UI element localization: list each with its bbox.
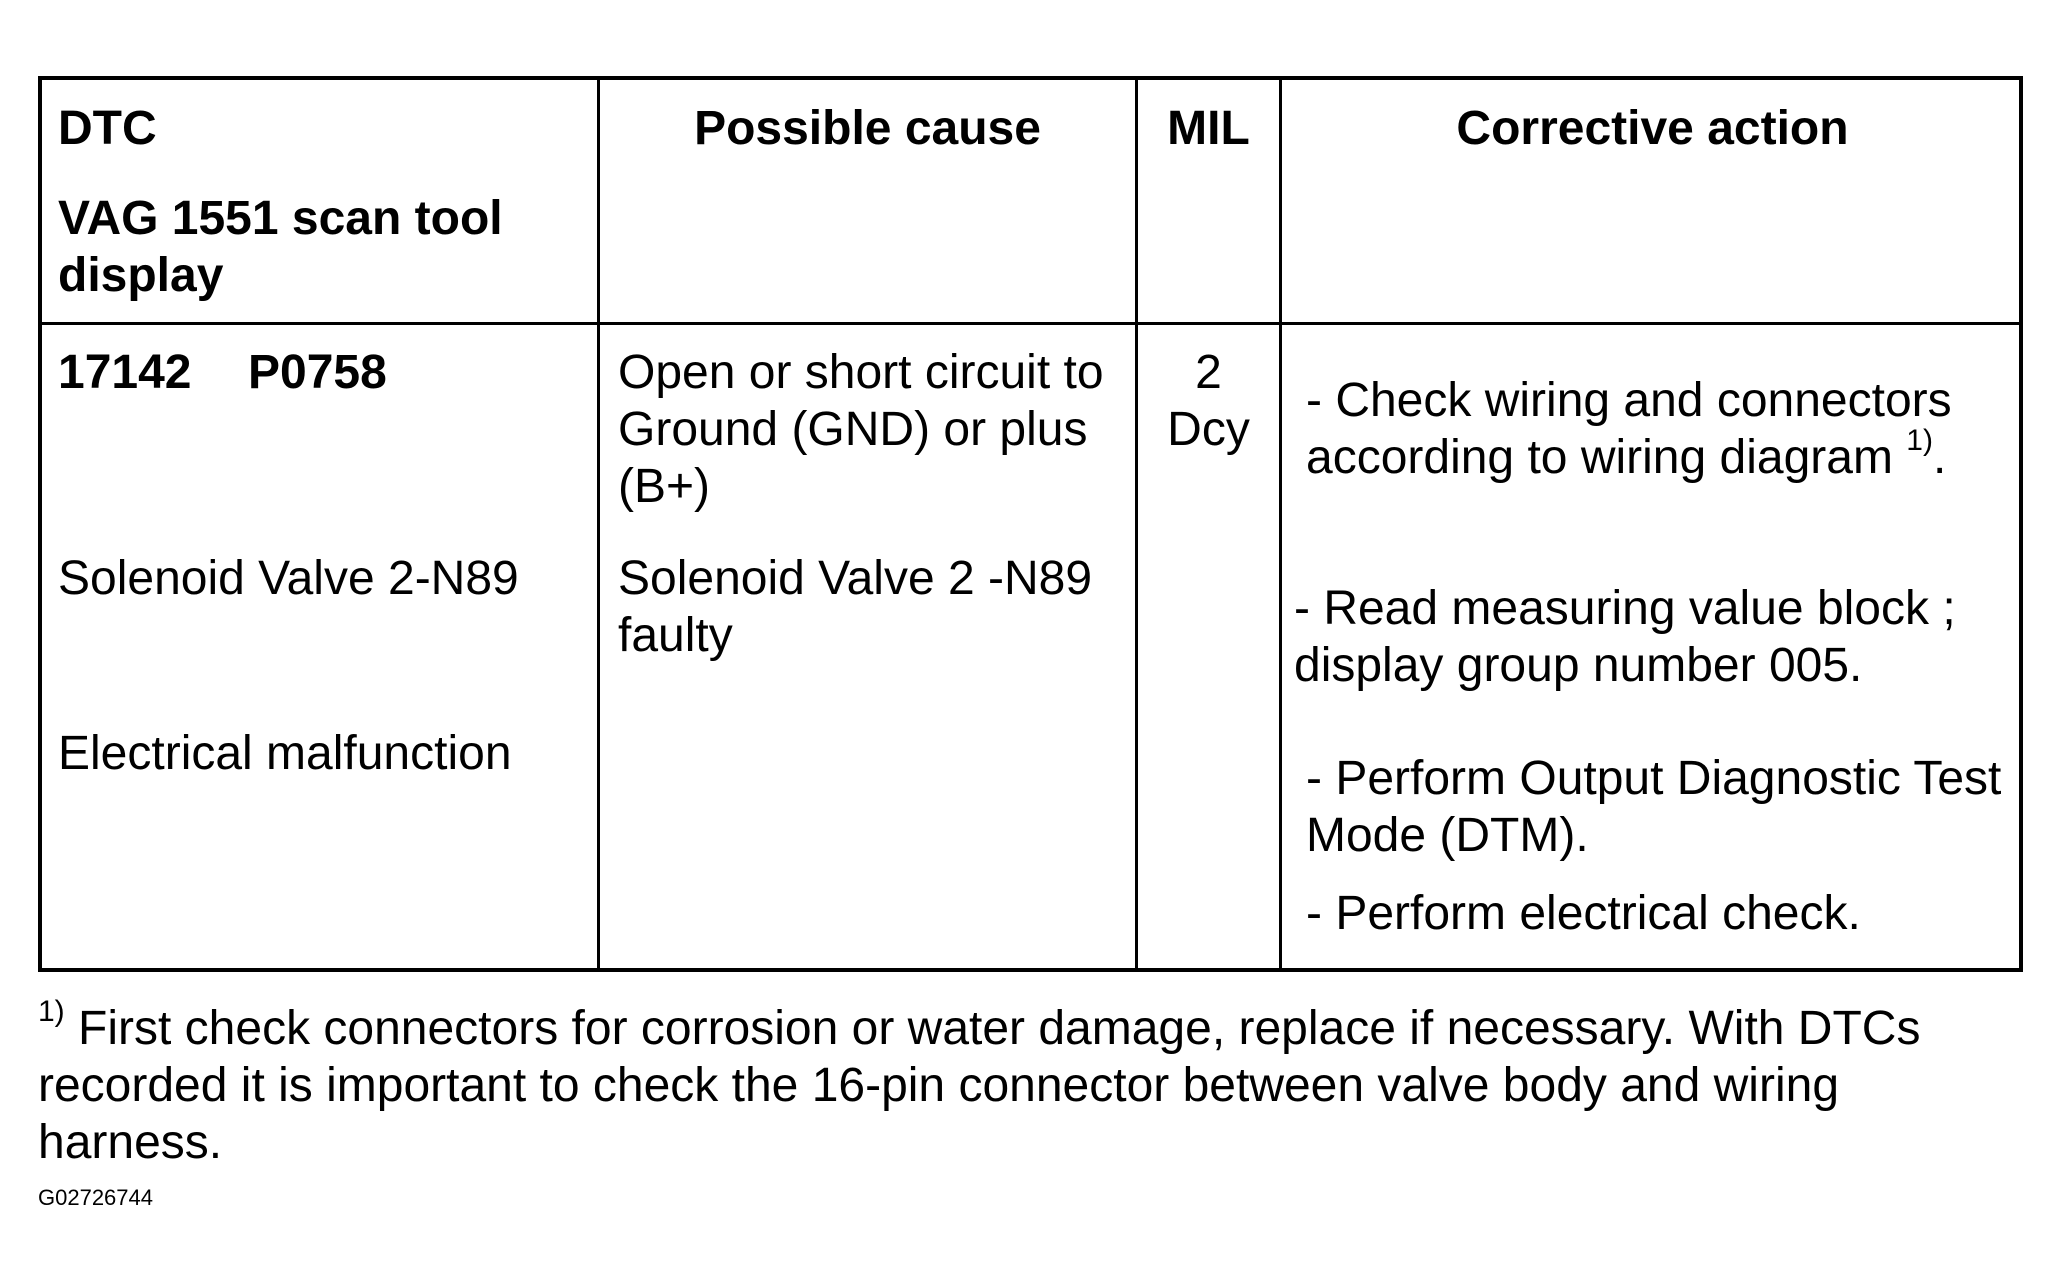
obd-code: P0758	[248, 346, 387, 399]
header-dtc: DTC	[58, 102, 157, 155]
action-check-wiring-end: .	[1932, 431, 1947, 484]
column-divider	[1279, 80, 1282, 968]
header-possible-cause: Possible cause	[694, 102, 1041, 155]
component-name: Solenoid Valve 2-N89	[58, 552, 519, 605]
action-check-wiring	[1306, 372, 2006, 486]
fault-type: Electrical malfunction	[58, 727, 512, 780]
dtc-code: 17142	[58, 346, 192, 399]
dtc-table	[38, 76, 2023, 972]
figure-id: G02726744	[38, 1185, 153, 1210]
cause-solenoid-faulty: Solenoid Valve 2 -N89 faulty	[618, 552, 1093, 662]
header-corrective-action: Corrective action	[1456, 102, 1849, 155]
action-check-wiring-text: - Check wiring and connectors according to wiring diagram	[1306, 374, 1952, 484]
footnote-reference: 1)	[1906, 424, 1933, 457]
action-electrical-check: - Perform electrical check.	[1306, 887, 1861, 940]
action-output-diagnostic-test: - Perform Output Diagnostic Test Mode (DTM).	[1306, 752, 2002, 862]
footnote-line-2: recorded it is important to check the 16-pin connector between valve body and wiring	[38, 1059, 1840, 1112]
mil-unit: Dcy	[1167, 403, 1250, 456]
cause-circuit: Open or short circuit to Ground (GND) or plus (B+)	[618, 346, 1104, 513]
header-divider	[42, 322, 2019, 325]
column-divider	[1135, 80, 1138, 968]
mil-value: 2	[1195, 346, 1222, 399]
footnote	[38, 995, 1921, 1171]
footnote-line-1: First check connectors for corrosion or water damage, replace if necessary. With DTCs	[78, 1002, 1921, 1055]
footnote-line-3: harness.	[38, 1116, 223, 1169]
footnote-marker: 1)	[38, 995, 65, 1028]
header-scan-tool-display: VAG 1551 scan tool display	[58, 192, 503, 302]
header-mil: MIL	[1167, 102, 1250, 155]
action-read-measuring-block: - Read measuring value block ; display group number 005.	[1294, 582, 1956, 692]
column-divider	[597, 80, 600, 968]
